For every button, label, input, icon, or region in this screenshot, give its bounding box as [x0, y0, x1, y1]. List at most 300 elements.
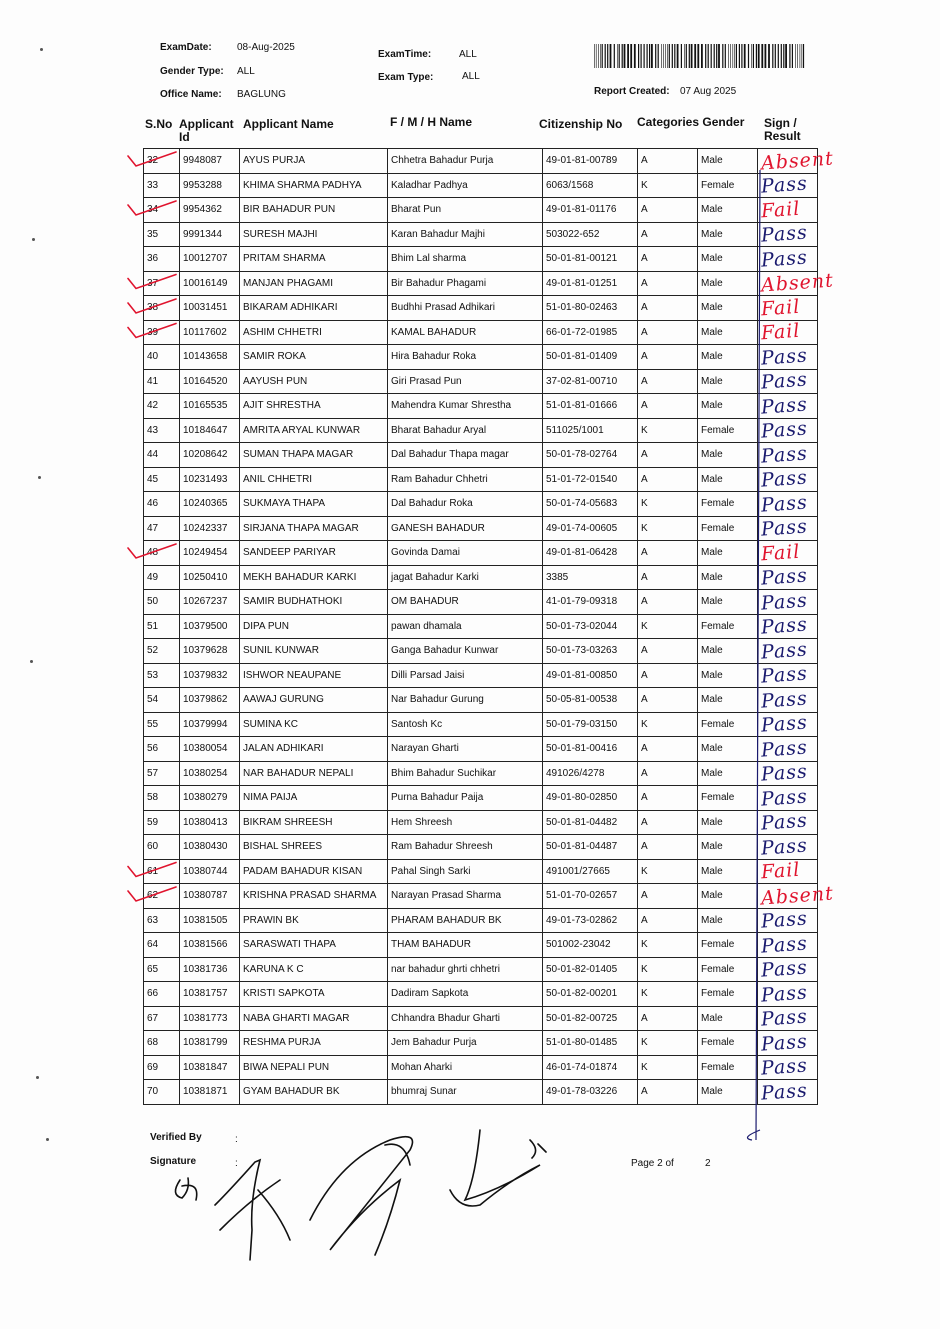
cell-applicant-id: 10381757 — [180, 982, 240, 1007]
cell-gender: Male — [698, 296, 758, 321]
verified-by-label: Verified By — [150, 1132, 202, 1143]
cell-sno: 59 — [144, 810, 180, 835]
cell-category: A — [638, 198, 698, 223]
col-header-fmh-name: F / M / H Name — [390, 115, 473, 129]
cell-applicant-name: BIWA NEPALI PUN — [240, 1055, 388, 1080]
cell-fmh-name: bhumraj Sunar — [388, 1080, 543, 1105]
handwritten-result: Pass — [760, 344, 809, 370]
exam-type-value: ALL — [462, 71, 480, 82]
cell-citizenship: 49-01-81-00789 — [543, 149, 638, 174]
cell-applicant-name: AYUS PURJA — [240, 149, 388, 174]
report-created-value: 07 Aug 2025 — [680, 86, 737, 97]
cell-result — [758, 418, 818, 443]
cell-gender: Male — [698, 1080, 758, 1105]
cell-applicant-name: SUMAN THAPA MAGAR — [240, 443, 388, 468]
cell-category: A — [638, 296, 698, 321]
cell-applicant-id: 10379628 — [180, 639, 240, 664]
cell-applicant-id: 10380254 — [180, 761, 240, 786]
cell-category: A — [638, 1080, 698, 1105]
cell-gender: Male — [698, 590, 758, 615]
cell-category: A — [638, 884, 698, 909]
cell-category: A — [638, 835, 698, 860]
cell-applicant-name: BIKARAM ADHIKARI — [240, 296, 388, 321]
cell-fmh-name: Giri Prasad Pun — [388, 369, 543, 394]
cell-category: A — [638, 565, 698, 590]
cell-citizenship: 503022-652 — [543, 222, 638, 247]
cell-applicant-name: AMRITA ARYAL KUNWAR — [240, 418, 388, 443]
cell-category: A — [638, 320, 698, 345]
handwritten-result: Pass — [760, 809, 809, 835]
cell-citizenship: 3385 — [543, 565, 638, 590]
table-row — [144, 443, 818, 468]
cell-applicant-id: 10381505 — [180, 908, 240, 933]
cell-result — [758, 737, 818, 762]
cell-fmh-name: Karan Bahadur Majhi — [388, 222, 543, 247]
handwritten-result: Pass — [760, 736, 809, 762]
cell-applicant-name: PRITAM SHARMA — [240, 247, 388, 272]
cell-fmh-name: Bhim Bahadur Suchikar — [388, 761, 543, 786]
cell-result — [758, 835, 818, 860]
cell-applicant-id: 10380744 — [180, 859, 240, 884]
cell-fmh-name: nar bahadur ghrti chhetri — [388, 957, 543, 982]
cell-applicant-id: 10231493 — [180, 467, 240, 492]
cell-result — [758, 320, 818, 345]
cell-citizenship: 51-01-81-01666 — [543, 394, 638, 419]
cell-result — [758, 394, 818, 419]
cell-gender: Male — [698, 884, 758, 909]
table-row — [144, 688, 818, 713]
cell-gender: Male — [698, 810, 758, 835]
cell-sno: 47 — [144, 516, 180, 541]
table-row — [144, 565, 818, 590]
cell-citizenship: 50-01-74-05683 — [543, 492, 638, 517]
cell-gender: Female — [698, 933, 758, 958]
table-row — [144, 761, 818, 786]
cell-citizenship: 51-01-70-02657 — [543, 884, 638, 909]
cell-applicant-id: 10250410 — [180, 565, 240, 590]
cell-result — [758, 1080, 818, 1105]
handwritten-result: Pass — [760, 221, 809, 247]
cell-result — [758, 565, 818, 590]
cell-applicant-name: SUKMAYA THAPA — [240, 492, 388, 517]
cell-sno: 70 — [144, 1080, 180, 1105]
handwritten-signatures — [160, 1120, 580, 1270]
table-row — [144, 418, 818, 443]
cell-applicant-id: 10240365 — [180, 492, 240, 517]
report-created-label: Report Created: — [594, 86, 670, 97]
cell-applicant-id: 10380430 — [180, 835, 240, 860]
cell-gender: Female — [698, 516, 758, 541]
handwritten-result: Pass — [760, 393, 809, 419]
cell-category: K — [638, 516, 698, 541]
cell-citizenship: 491001/27665 — [543, 859, 638, 884]
cell-gender: Female — [698, 712, 758, 737]
cell-result — [758, 345, 818, 370]
cell-category: A — [638, 222, 698, 247]
cell-gender: Female — [698, 982, 758, 1007]
table-row — [144, 345, 818, 370]
cell-applicant-id: 10242337 — [180, 516, 240, 541]
cell-applicant-id: 10249454 — [180, 541, 240, 566]
barcode — [594, 44, 806, 68]
cell-gender: Female — [698, 492, 758, 517]
col-header-sno: S.No — [145, 117, 173, 131]
verified-by-colon: : — [235, 1134, 238, 1145]
cell-result — [758, 882, 835, 910]
cell-sno: 41 — [144, 369, 180, 394]
table-row — [144, 369, 818, 394]
col-header-applicant-id: Applicant Id — [179, 117, 234, 144]
cell-gender: Female — [698, 173, 758, 198]
cell-applicant-id: 10381773 — [180, 1006, 240, 1031]
cell-fmh-name: pawan dhamala — [388, 614, 543, 639]
cell-citizenship: 491026/4278 — [543, 761, 638, 786]
col-header-applicant-name: Applicant Name — [243, 117, 334, 131]
cell-applicant-id: 9953288 — [180, 173, 240, 198]
handwritten-result: Pass — [760, 785, 809, 811]
cell-sno: 62 — [144, 884, 180, 909]
handwritten-result: Pass — [760, 172, 809, 198]
cell-fmh-name: GANESH BAHADUR — [388, 516, 543, 541]
cell-applicant-name: AAWAJ GURUNG — [240, 688, 388, 713]
cell-applicant-id: 10164520 — [180, 369, 240, 394]
handwritten-result: Fail — [760, 540, 802, 566]
handwritten-result: Pass — [760, 491, 809, 517]
cell-sno: 43 — [144, 418, 180, 443]
cell-result — [758, 198, 818, 223]
table-row — [144, 663, 818, 688]
handwritten-result: Absent — [760, 882, 835, 910]
cell-sno: 63 — [144, 908, 180, 933]
table-row — [144, 271, 818, 296]
cell-citizenship: 49-01-81-01251 — [543, 271, 638, 296]
cell-gender: Female — [698, 1031, 758, 1056]
cell-applicant-name: PADAM BAHADUR KISAN — [240, 859, 388, 884]
cell-applicant-id: 9991344 — [180, 222, 240, 247]
cell-sno: 66 — [144, 982, 180, 1007]
cell-category: A — [638, 639, 698, 664]
table-row — [144, 541, 818, 566]
table-row — [144, 296, 818, 321]
cell-sno: 60 — [144, 835, 180, 860]
handwritten-result: Pass — [760, 515, 809, 541]
cell-applicant-id: 10381871 — [180, 1080, 240, 1105]
cell-category: K — [638, 982, 698, 1007]
cell-gender: Male — [698, 688, 758, 713]
cell-result — [758, 810, 818, 835]
cell-gender: Male — [698, 859, 758, 884]
cell-result — [758, 786, 818, 811]
cell-fmh-name: Narayan Prasad Sharma — [388, 884, 543, 909]
cell-gender: Male — [698, 835, 758, 860]
table-row — [144, 884, 818, 909]
cell-citizenship: 501002-23042 — [543, 933, 638, 958]
cell-gender: Male — [698, 639, 758, 664]
table-row — [144, 1006, 818, 1031]
col-header-citizenship: Citizenship No — [539, 117, 623, 131]
cell-gender: Male — [698, 149, 758, 174]
cell-applicant-id: 10379500 — [180, 614, 240, 639]
cell-gender: Male — [698, 198, 758, 223]
handwritten-result: Pass — [760, 907, 809, 933]
cell-applicant-id: 10165535 — [180, 394, 240, 419]
cell-applicant-id: 9954362 — [180, 198, 240, 223]
cell-applicant-id: 10016149 — [180, 271, 240, 296]
cell-fmh-name: Nar Bahadur Gurung — [388, 688, 543, 713]
cell-applicant-id: 10381799 — [180, 1031, 240, 1056]
cell-citizenship: 6063/1568 — [543, 173, 638, 198]
cell-applicant-id: 10381847 — [180, 1055, 240, 1080]
cell-fmh-name: Dal Bahadur Thapa magar — [388, 443, 543, 468]
cell-gender: Male — [698, 369, 758, 394]
cell-fmh-name: Chhandra Bhadur Gharti — [388, 1006, 543, 1031]
cell-citizenship: 49-01-78-03226 — [543, 1080, 638, 1105]
table-row — [144, 173, 818, 198]
cell-result — [758, 663, 818, 688]
cell-sno: 48 — [144, 541, 180, 566]
handwritten-result: Pass — [760, 932, 809, 958]
table-row — [144, 957, 818, 982]
cell-applicant-name: NIMA PAIJA — [240, 786, 388, 811]
handwritten-result: Fail — [760, 858, 802, 884]
cell-result — [758, 443, 818, 468]
handwritten-result: Pass — [760, 956, 809, 982]
handwritten-result: Pass — [760, 834, 809, 860]
cell-applicant-name: ASHIM CHHETRI — [240, 320, 388, 345]
cell-gender: Male — [698, 761, 758, 786]
cell-gender: Female — [698, 957, 758, 982]
handwritten-result: Pass — [760, 564, 809, 590]
cell-applicant-id: 10267237 — [180, 590, 240, 615]
cell-category: K — [638, 1031, 698, 1056]
cell-sno: 56 — [144, 737, 180, 762]
cell-applicant-id: 10379994 — [180, 712, 240, 737]
cell-applicant-name: KHIMA SHARMA PADHYA — [240, 173, 388, 198]
cell-applicant-name: BIR BAHADUR PUN — [240, 198, 388, 223]
cell-sno: 68 — [144, 1031, 180, 1056]
handwritten-result: Pass — [760, 1054, 809, 1080]
cell-gender: Female — [698, 1055, 758, 1080]
cell-applicant-name: JALAN ADHIKARI — [240, 737, 388, 762]
cell-applicant-name: MEKH BAHADUR KARKI — [240, 565, 388, 590]
cell-category: A — [638, 786, 698, 811]
cell-applicant-id: 10380413 — [180, 810, 240, 835]
table-row — [144, 786, 818, 811]
handwritten-result: Fail — [760, 295, 802, 321]
cell-gender: Male — [698, 663, 758, 688]
cell-gender: Male — [698, 443, 758, 468]
table-row — [144, 492, 818, 517]
table-row — [144, 737, 818, 762]
cell-applicant-id: 10379832 — [180, 663, 240, 688]
cell-applicant-name: SARASWATI THAPA — [240, 933, 388, 958]
exam-time-value: ALL — [459, 49, 477, 60]
cell-fmh-name: Bhim Lal sharma — [388, 247, 543, 272]
cell-sno: 64 — [144, 933, 180, 958]
cell-sno: 54 — [144, 688, 180, 713]
cell-fmh-name: PHARAM BAHADUR BK — [388, 908, 543, 933]
cell-gender: Male — [698, 320, 758, 345]
cell-category: A — [638, 761, 698, 786]
table-row — [144, 222, 818, 247]
table-row — [144, 1055, 818, 1080]
cell-citizenship: 66-01-72-01985 — [543, 320, 638, 345]
cell-result — [758, 639, 818, 664]
exam-date-label: ExamDate: — [160, 42, 212, 53]
cell-applicant-id: 10184647 — [180, 418, 240, 443]
handwritten-result: Pass — [760, 1030, 809, 1056]
table-row — [144, 198, 818, 223]
table-row — [144, 247, 818, 272]
cell-applicant-name: SIRJANA THAPA MAGAR — [240, 516, 388, 541]
cell-applicant-name: AAYUSH PUN — [240, 369, 388, 394]
cell-sno: 65 — [144, 957, 180, 982]
cell-category: K — [638, 418, 698, 443]
exam-type-label: Exam Type: — [378, 72, 434, 83]
cell-result — [758, 590, 818, 615]
cell-applicant-id: 10380054 — [180, 737, 240, 762]
cell-applicant-id: 10143658 — [180, 345, 240, 370]
cell-result — [758, 908, 818, 933]
cell-sno: 50 — [144, 590, 180, 615]
cell-result — [758, 173, 818, 198]
cell-result — [758, 688, 818, 713]
cell-citizenship: 46-01-74-01874 — [543, 1055, 638, 1080]
cell-category: A — [638, 149, 698, 174]
cell-category: A — [638, 908, 698, 933]
cell-category: K — [638, 1055, 698, 1080]
handwritten-result: Pass — [760, 1079, 809, 1105]
cell-applicant-name: ANIL CHHETRI — [240, 467, 388, 492]
cell-category: K — [638, 859, 698, 884]
cell-gender: Male — [698, 565, 758, 590]
cell-fmh-name: Bharat Pun — [388, 198, 543, 223]
cell-fmh-name: Santosh Kc — [388, 712, 543, 737]
cell-result — [758, 1055, 818, 1080]
exam-date-value: 08-Aug-2025 — [237, 42, 295, 53]
handwritten-result: Pass — [760, 368, 809, 394]
handwritten-result: Pass — [760, 1005, 809, 1031]
cell-applicant-id: 10031451 — [180, 296, 240, 321]
cell-applicant-id: 10380787 — [180, 884, 240, 909]
handwritten-result: Pass — [760, 711, 809, 737]
cell-applicant-name: SUNIL KUNWAR — [240, 639, 388, 664]
cell-gender: Male — [698, 908, 758, 933]
cell-sno: 37 — [144, 271, 180, 296]
cell-fmh-name: Dal Bahadur Roka — [388, 492, 543, 517]
cell-sno: 58 — [144, 786, 180, 811]
cell-applicant-id: 9948087 — [180, 149, 240, 174]
cell-citizenship: 49-01-81-00850 — [543, 663, 638, 688]
cell-fmh-name: Narayan Gharti — [388, 737, 543, 762]
cell-applicant-name: SAMIR ROKA — [240, 345, 388, 370]
cell-category: A — [638, 737, 698, 762]
cell-sno: 35 — [144, 222, 180, 247]
cell-sno: 45 — [144, 467, 180, 492]
cell-citizenship: 49-01-81-06428 — [543, 541, 638, 566]
cell-applicant-name: BIKRAM SHREESH — [240, 810, 388, 835]
col-header-categories-gender: Categories Gender — [637, 115, 745, 129]
cell-sno: 46 — [144, 492, 180, 517]
cell-citizenship: 511025/1001 — [543, 418, 638, 443]
cell-result — [758, 1006, 818, 1031]
cell-citizenship: 49-01-73-02862 — [543, 908, 638, 933]
table-row — [144, 639, 818, 664]
cell-citizenship: 49-01-81-01176 — [543, 198, 638, 223]
cell-applicant-name: DIPA PUN — [240, 614, 388, 639]
cell-result — [758, 247, 818, 272]
cell-applicant-name: KRISHNA PRASAD SHARMA — [240, 884, 388, 909]
cell-category: A — [638, 247, 698, 272]
cell-applicant-name: MANJAN PHAGAMI — [240, 271, 388, 296]
cell-fmh-name: jagat Bahadur Karki — [388, 565, 543, 590]
cell-citizenship: 37-02-81-00710 — [543, 369, 638, 394]
table-row — [144, 835, 818, 860]
cell-result — [758, 982, 818, 1007]
cell-result — [758, 516, 818, 541]
table-row — [144, 614, 818, 639]
cell-applicant-id: 10381736 — [180, 957, 240, 982]
cell-citizenship: 50-01-82-01405 — [543, 957, 638, 982]
cell-applicant-name: SAMIR BUDHATHOKI — [240, 590, 388, 615]
cell-sno: 55 — [144, 712, 180, 737]
cell-applicant-name: SURESH MAJHI — [240, 222, 388, 247]
cell-category: A — [638, 369, 698, 394]
cell-sno: 52 — [144, 639, 180, 664]
cell-category: A — [638, 688, 698, 713]
cell-citizenship: 50-01-73-03263 — [543, 639, 638, 664]
cell-sno: 61 — [144, 859, 180, 884]
cell-fmh-name: Kaladhar Padhya — [388, 173, 543, 198]
handwritten-result: Pass — [760, 246, 809, 272]
handwritten-result: Pass — [760, 417, 809, 443]
gender-type-value: ALL — [237, 66, 255, 77]
table-row — [144, 933, 818, 958]
cell-applicant-id: 10379862 — [180, 688, 240, 713]
cell-applicant-name: KRISTI SAPKOTA — [240, 982, 388, 1007]
cell-sno: 67 — [144, 1006, 180, 1031]
cell-applicant-name: NABA GHARTI MAGAR — [240, 1006, 388, 1031]
cell-citizenship: 50-01-81-01409 — [543, 345, 638, 370]
cell-sno: 39 — [144, 320, 180, 345]
cell-citizenship: 41-01-79-09318 — [543, 590, 638, 615]
table-row — [144, 1031, 818, 1056]
cell-gender: Female — [698, 786, 758, 811]
cell-sno: 53 — [144, 663, 180, 688]
cell-applicant-id: 10012707 — [180, 247, 240, 272]
cell-fmh-name: Mahendra Kumar Shrestha — [388, 394, 543, 419]
cell-citizenship: 50-01-81-04482 — [543, 810, 638, 835]
cell-fmh-name: Govinda Damai — [388, 541, 543, 566]
cell-sno: 69 — [144, 1055, 180, 1080]
signature-label: Signature — [150, 1156, 197, 1167]
cell-result — [758, 222, 818, 247]
cell-applicant-id: 10380279 — [180, 786, 240, 811]
cell-sno: 49 — [144, 565, 180, 590]
cell-category: A — [638, 345, 698, 370]
signature-colon: : — [235, 1158, 238, 1169]
cell-applicant-id: 10117602 — [180, 320, 240, 345]
handwritten-result: Pass — [760, 662, 809, 688]
cell-applicant-name: GYAM BAHADUR BK — [240, 1080, 388, 1105]
cell-sno: 36 — [144, 247, 180, 272]
table-row — [144, 590, 818, 615]
cell-sno: 32 — [144, 149, 180, 174]
cell-fmh-name: Chhetra Bahadur Purja — [388, 149, 543, 174]
cell-result — [758, 1031, 818, 1056]
cell-applicant-name: BISHAL SHREES — [240, 835, 388, 860]
cell-citizenship: 50-01-82-00725 — [543, 1006, 638, 1031]
